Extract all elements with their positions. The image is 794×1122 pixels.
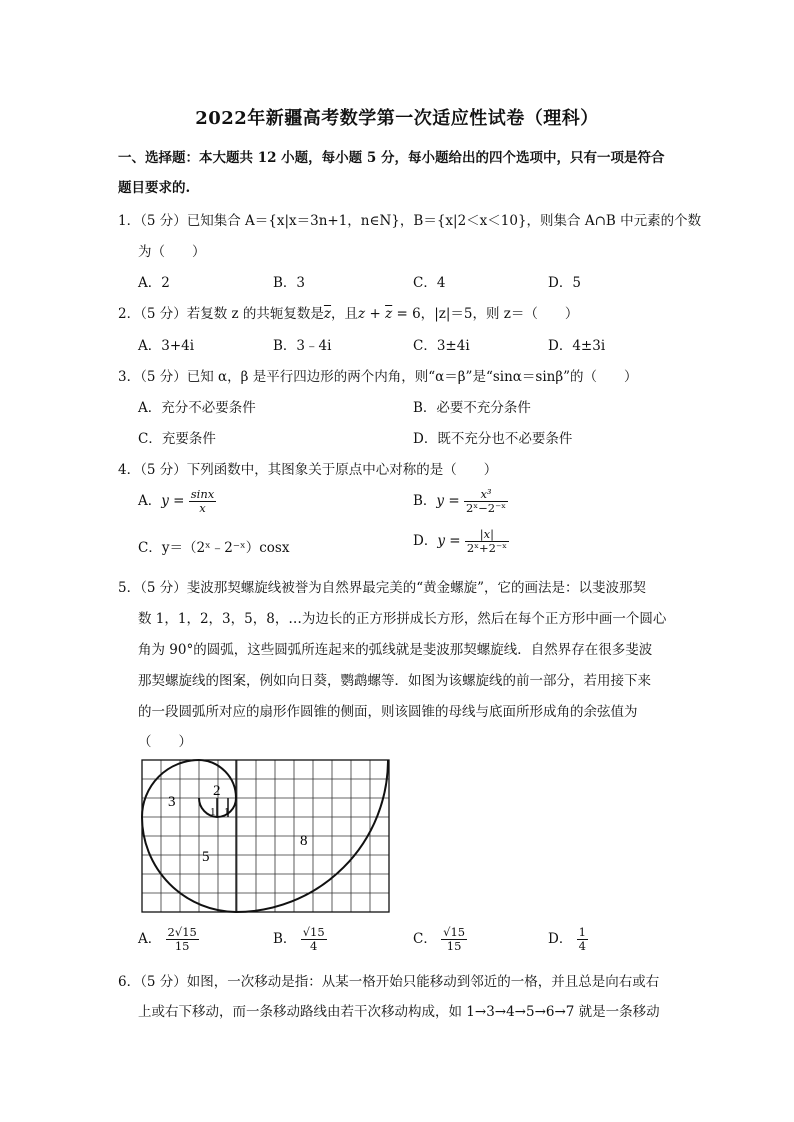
q4-option-c[interactable]: C．y＝（2ˣ﹣2⁻ˣ）cosx <box>138 540 290 556</box>
spiral-arc-5 <box>142 817 236 912</box>
q5-c-label: C． <box>413 931 437 947</box>
q1-stem-line2: 为（ ） <box>138 244 206 260</box>
label-1b: 1 <box>224 806 230 818</box>
q5-stem-line4: 那契螺旋线的图案，例如向日葵，鹦鹉螺等．如图为该螺旋线的前一部分，若用接下来 <box>138 673 651 689</box>
q6-stem-line1: 6．（5 分）如图，一次移动是指：从某一格开始只能移动到邻近的一格，并且总是向右或右 <box>118 974 660 990</box>
q5-stem-line1: 5．（5 分）斐波那契螺旋线被誉为自然界最完美的“黄金螺旋”，它的画法是：以斐波那契 <box>118 580 647 596</box>
q2-conjugate-z: $\overline{z}$ <box>323 306 332 322</box>
q5-b-denominator: 4 <box>310 939 318 953</box>
q6-stem-line2: 上或右下移动，而一条移动路线由若干次移动构成，如 1→3→4→5→6→7 就是一条移动 <box>138 1004 660 1020</box>
q5-stem-line6: （ ） <box>138 734 192 750</box>
q2-stem <box>118 302 578 322</box>
q5-option-c[interactable] <box>413 926 467 953</box>
q2-stem-mid: ，且 <box>331 306 359 322</box>
q2-option-d[interactable]: D．4±3i <box>548 338 606 354</box>
q5-b-numerator: √15 <box>302 925 325 939</box>
q4-d-label: D． <box>413 533 438 549</box>
fibonacci-spiral-svg <box>140 758 390 914</box>
q2-eq-plus: + <box>365 306 386 322</box>
q3-option-d[interactable]: D．既不充分也不必要条件 <box>413 431 573 447</box>
q4-d-lhs: y = <box>437 533 461 549</box>
section-heading-line2: 题目要求的. <box>118 180 191 196</box>
q3-stem: 3．（5 分）已知 α，β 是平行四边形的两个内角，则“α＝β”是“sinα＝sinβ”的（ ） <box>118 369 638 385</box>
q2-eq-zbar: $\overline{z}$ <box>385 306 393 322</box>
q2-option-c[interactable]: C．3±4i <box>413 338 470 354</box>
q1-option-c[interactable]: C．4 <box>413 275 446 291</box>
q2-eq-z: z <box>358 306 366 322</box>
q5-b-label: B． <box>273 931 297 947</box>
q1-option-d[interactable]: D．5 <box>548 275 581 291</box>
q5-stem-line5: 的一段圆弧所对应的扇形作圆锥的侧面，则该圆锥的母线与底面所形成角的余弦值为 <box>138 704 638 720</box>
grid-lines <box>142 760 389 912</box>
q5-d-denominator: 4 <box>578 939 586 953</box>
q4-a-lhs: y = <box>161 493 185 509</box>
q4-a-numerator: sinx <box>190 487 215 501</box>
q4-b-lhs: y = <box>436 493 460 509</box>
q5-option-d[interactable] <box>548 926 588 953</box>
q3-option-c[interactable]: C．充要条件 <box>138 431 216 447</box>
label-8: 8 <box>300 833 308 849</box>
q3-option-a[interactable]: A．充分不必要条件 <box>138 400 256 416</box>
section-heading-line1: 一、选择题：本大题共 12 小题，每小题 5 分，每小题给出的四个选项中，只有一项是符合 <box>118 150 665 166</box>
q4-d-fraction <box>465 528 509 555</box>
q5-d-fraction <box>577 926 588 953</box>
q4-b-fraction <box>464 488 508 515</box>
page-title: 2022年新疆高考数学第一次适应性试卷（理科） <box>195 108 599 129</box>
q5-d-label: D． <box>548 931 573 947</box>
q5-stem-line2: 数 1，1，2，3，5，8，…为边长的正方形拼成长方形，然后在每个正方形中画一个圆心 <box>138 611 667 627</box>
q5-a-denominator: 15 <box>174 939 190 953</box>
q5-stem-line3: 角为 90°的圆弧，这些圆弧所连起来的弧线就是斐波那契螺旋线．自然界存在很多斐波 <box>138 642 653 658</box>
q4-a-label: A． <box>138 493 162 509</box>
label-2: 2 <box>213 783 221 799</box>
q2-option-a[interactable]: A．3+4i <box>138 338 195 354</box>
q4-a-fraction <box>189 488 216 515</box>
q4-b-numerator: x³ <box>464 488 508 502</box>
q1-option-a[interactable]: A．2 <box>138 275 170 291</box>
q4-stem: 4．（5 分）下列函数中，其图象关于原点中心对称的是（ ） <box>118 462 498 478</box>
q2-option-b[interactable]: B．3﹣4i <box>273 338 332 354</box>
q2-stem-prefix: 2．（5 分）若复数 z 的共轭复数是 <box>118 306 324 322</box>
q5-b-fraction <box>301 926 327 953</box>
q2-stem-tail: |z|＝5，则 z＝（ ） <box>434 306 579 322</box>
q5-a-fraction <box>166 926 199 953</box>
q5-d-numerator: 1 <box>578 925 586 939</box>
q1-stem-line1: 1．（5 分）已知集合 A＝{x|x＝3n+1，n∈N}，B＝{x|2＜x＜10}，则集合 A∩B 中元素的个数 <box>118 213 702 229</box>
q4-option-d[interactable] <box>413 528 509 555</box>
q5-c-numerator: √15 <box>443 925 466 939</box>
q4-option-a[interactable] <box>138 488 216 515</box>
q1-option-b[interactable]: B．3 <box>273 275 306 291</box>
q4-b-label: B． <box>413 493 437 509</box>
q5-option-b[interactable] <box>273 926 327 953</box>
q4-a-denominator: x <box>199 501 206 515</box>
label-3: 3 <box>168 794 176 810</box>
q5-c-denominator: 15 <box>446 939 462 953</box>
q3-option-b[interactable]: B．必要不充分条件 <box>413 400 531 416</box>
q4-d-denominator: 2ˣ+2⁻ˣ <box>466 541 507 555</box>
label-5: 5 <box>202 849 210 865</box>
q5-a-numerator: 2√15 <box>167 925 197 939</box>
fibonacci-spiral-figure <box>140 758 390 918</box>
label-1a: 1 <box>210 806 216 818</box>
q5-option-a[interactable] <box>138 926 199 953</box>
q4-b-denominator: 2ˣ−2⁻ˣ <box>465 501 507 515</box>
q5-a-label: A． <box>138 931 162 947</box>
q4-d-numerator: |x| <box>465 528 509 542</box>
q2-eq-rhs: = 6， <box>392 306 435 322</box>
q4-option-b[interactable] <box>413 488 508 515</box>
q5-c-fraction <box>441 926 467 953</box>
